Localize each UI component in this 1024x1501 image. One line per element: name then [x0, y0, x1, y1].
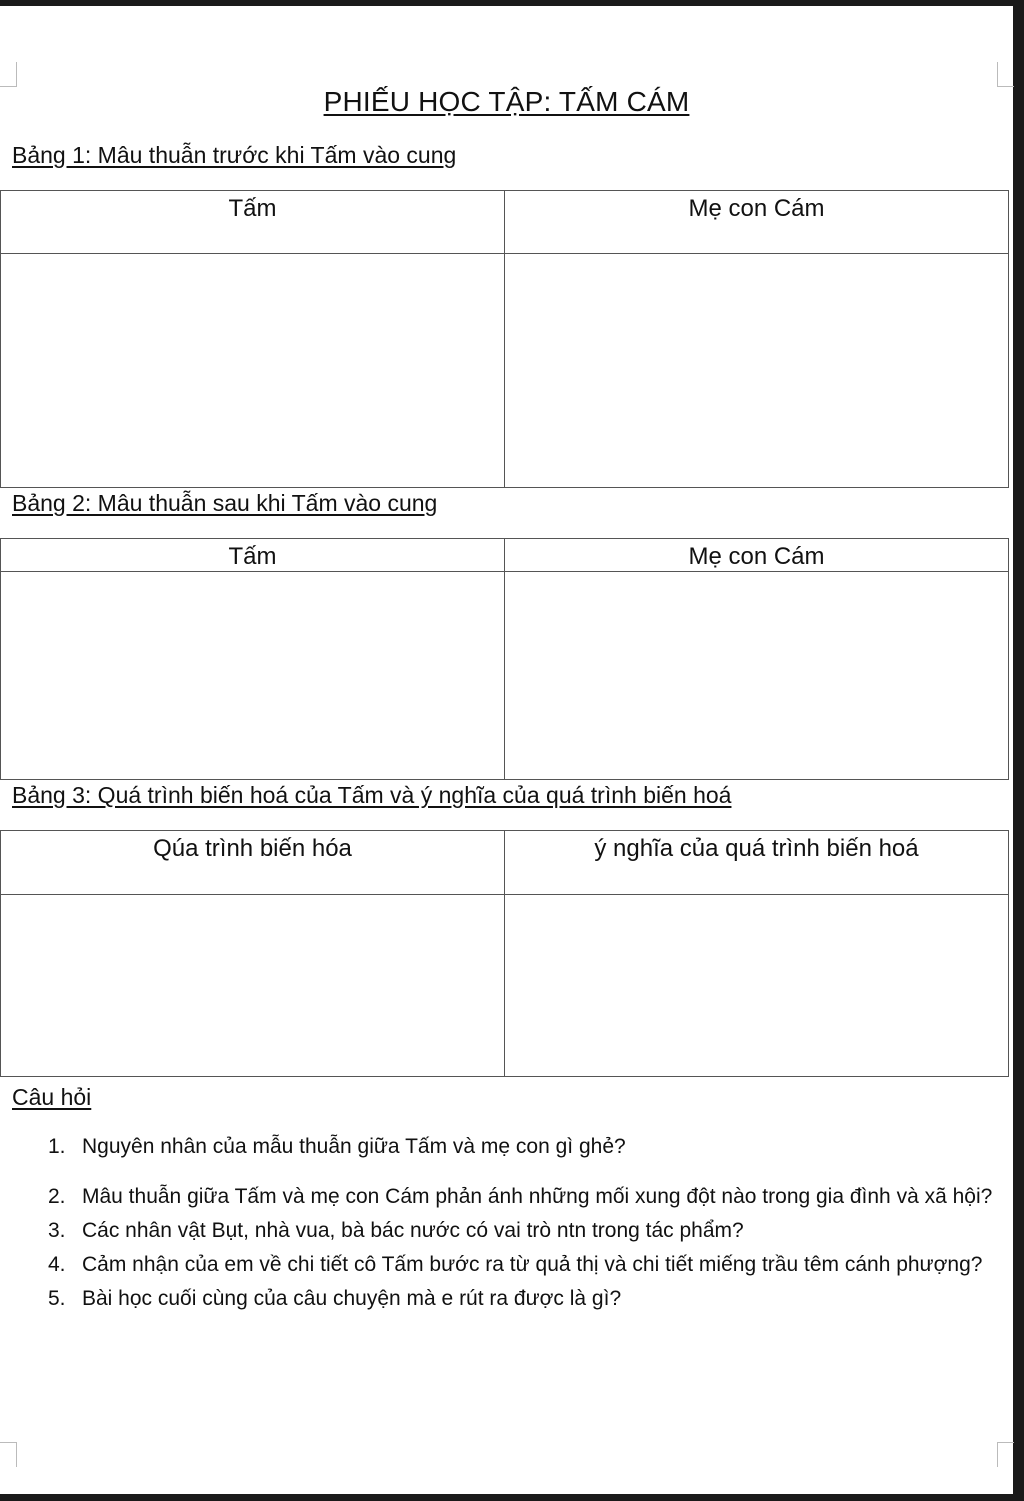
crop-mark-bottom-right	[997, 1442, 1014, 1467]
question-number: 5.	[48, 1287, 66, 1310]
table-3	[0, 830, 1009, 1077]
question-number: 2.	[48, 1185, 66, 1208]
question-text: Các nhân vật Bụt, nhà vua, bà bác nước có vai trò ntn trong tác phẩm?	[82, 1219, 744, 1242]
table-1-cell-me-con-cam[interactable]	[505, 254, 1009, 488]
document-page	[0, 6, 1013, 1494]
question-item	[0, 1180, 1009, 1214]
table-2-header-tam: Tấm	[1, 539, 505, 572]
question-number: 1.	[48, 1135, 66, 1158]
question-text: Cảm nhận của em về chi tiết cô Tấm bước ra từ quả thị và chi tiết miếng trầu têm cánh phượng?	[82, 1253, 983, 1276]
crop-mark-top-right	[997, 62, 1014, 87]
question-text: Bài học cuối cùng của câu chuyện mà e rút ra được là gì?	[82, 1287, 622, 1310]
question-item	[0, 1248, 1009, 1282]
table-1	[0, 190, 1009, 488]
question-number: 3.	[48, 1219, 66, 1242]
table-3-header-transformation: Qúa trình biến hóa	[1, 831, 505, 895]
question-item	[0, 1282, 1009, 1316]
question-item	[0, 1130, 1009, 1164]
table-1-cell-tam[interactable]	[1, 254, 505, 488]
table-2-header-me-con-cam: Mẹ con Cám	[505, 539, 1009, 572]
worksheet-title: PHIẾU HỌC TẬP: TẤM CÁM	[323, 86, 690, 117]
table-3-cell-transformation[interactable]	[1, 895, 505, 1077]
table-3-cell-meaning[interactable]	[505, 895, 1009, 1077]
table-3-heading: Bảng 3: Quá trình biến hoá của Tấm và ý nghĩa của quá trình biến hoá	[12, 782, 732, 808]
table-2	[0, 538, 1009, 780]
table-1-header-tam: Tấm	[1, 191, 505, 254]
table-1-header-me-con-cam: Mẹ con Cám	[505, 191, 1009, 254]
question-text: Mâu thuẫn giữa Tấm và mẹ con Cám phản ánh những mối xung đột nào trong gia đình và xã hội?	[82, 1185, 993, 1208]
question-text: Nguyên nhân của mẫu thuẫn giữa Tấm và mẹ con gì ghẻ?	[82, 1135, 626, 1158]
questions-list	[0, 1130, 1009, 1316]
questions-heading: Câu hỏi	[12, 1084, 92, 1110]
table-2-cell-me-con-cam[interactable]	[505, 572, 1009, 780]
table-2-cell-tam[interactable]	[1, 572, 505, 780]
question-number: 4.	[48, 1253, 66, 1276]
table-1-heading: Bảng 1: Mâu thuẫn trước khi Tấm vào cung	[12, 142, 457, 168]
table-2-heading: Bảng 2: Mâu thuẫn sau khi Tấm vào cung	[12, 490, 438, 516]
crop-mark-top-left	[0, 62, 17, 87]
question-item	[0, 1214, 1009, 1248]
table-3-header-meaning: ý nghĩa của quá trình biến hoá	[505, 831, 1009, 895]
crop-mark-bottom-left	[0, 1442, 17, 1467]
